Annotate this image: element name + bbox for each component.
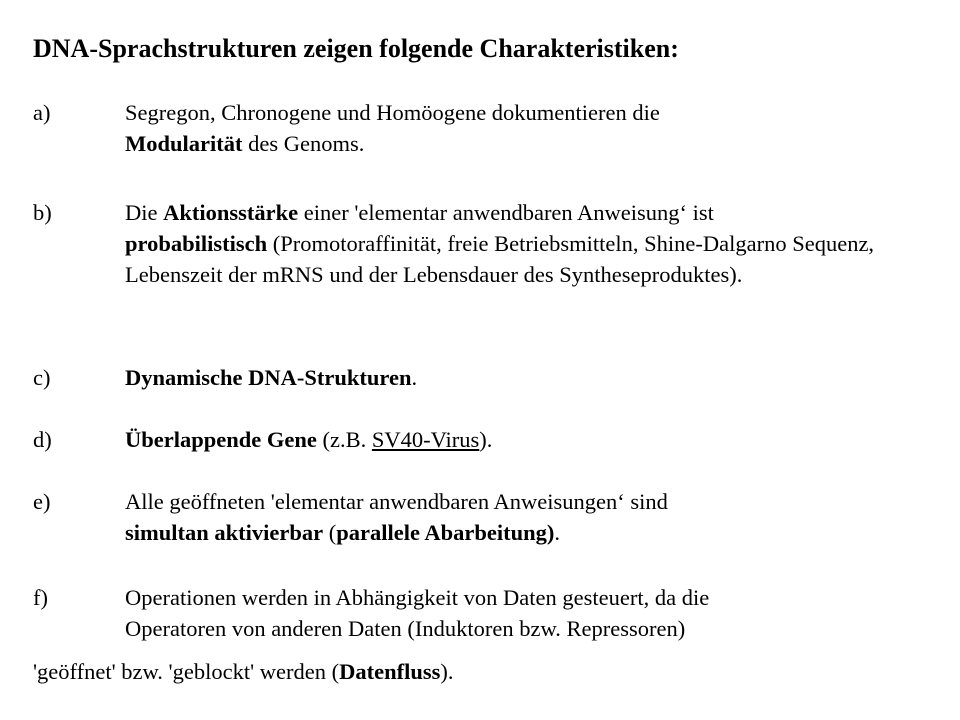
item-marker: b) xyxy=(33,200,52,225)
item-marker: a) xyxy=(33,100,51,125)
item-text: ). xyxy=(479,427,493,452)
item-text: des Genoms. xyxy=(242,131,365,156)
item-bold-text: simultan aktivierbar xyxy=(125,520,324,545)
item-body xyxy=(125,424,933,455)
item-marker: d) xyxy=(33,427,52,452)
item-text: Operatoren von anderen Daten (Induktoren bzw. Repressoren) xyxy=(125,616,686,641)
list-item-a xyxy=(33,97,933,159)
item-body xyxy=(125,486,933,548)
virus-link-text: SV40-Virus xyxy=(371,427,480,452)
item-body xyxy=(125,97,933,159)
item-body xyxy=(125,362,933,393)
item-text: . xyxy=(554,520,561,545)
item-marker: e) xyxy=(33,489,51,514)
list-item-b xyxy=(33,197,933,290)
item-text: (Promotoraffinität, freie Betriebsmitteln, Shine-Dalgarno Sequenz, Lebenszeit der mRNS und der Lebensdauer des Syntheseproduktes). xyxy=(125,231,875,287)
item-text: Die xyxy=(125,200,164,225)
list-item-d xyxy=(33,424,933,455)
list-item-e xyxy=(33,486,933,548)
item-bold-text: Überlappende Gene xyxy=(125,427,317,452)
item-text: ). xyxy=(440,659,454,684)
item-bold-text: Dynamische DNA-Strukturen xyxy=(125,365,412,390)
item-marker: f) xyxy=(33,585,48,610)
item-body xyxy=(125,582,933,644)
item-text: Alle geöffneten 'elementar anwendbaren Anweisungen‘ sind xyxy=(125,489,668,514)
item-text: 'geöffnet' bzw. 'geblockt' werden ( xyxy=(33,659,340,684)
item-bold-text: parallele Abarbeitung) xyxy=(336,520,555,545)
item-bold-text: Aktionsstärke xyxy=(163,200,299,225)
item-bold-text: Modularität xyxy=(125,131,243,156)
list-item-f-last-line xyxy=(33,656,454,687)
list-item-c xyxy=(33,362,933,393)
item-text: Segregon, Chronogene und Homöogene dokumentieren die xyxy=(125,100,660,125)
slide-title: DNA-Sprachstrukturen zeigen folgende Charakteristiken: xyxy=(33,34,679,63)
item-text: . xyxy=(411,365,418,390)
item-text: (z.B. xyxy=(316,427,372,452)
item-text: einer 'elementar anwendbaren Anweisung‘ ist xyxy=(298,200,714,225)
item-text: Operationen werden in Abhängigkeit von Daten gesteuert, da die xyxy=(125,585,710,610)
item-text: ( xyxy=(323,520,337,545)
item-body xyxy=(125,197,921,290)
item-marker: c) xyxy=(33,365,51,390)
list-item-f xyxy=(33,582,933,644)
item-bold-text: Datenfluss xyxy=(339,659,441,684)
item-bold-text: probabilistisch xyxy=(125,231,268,256)
